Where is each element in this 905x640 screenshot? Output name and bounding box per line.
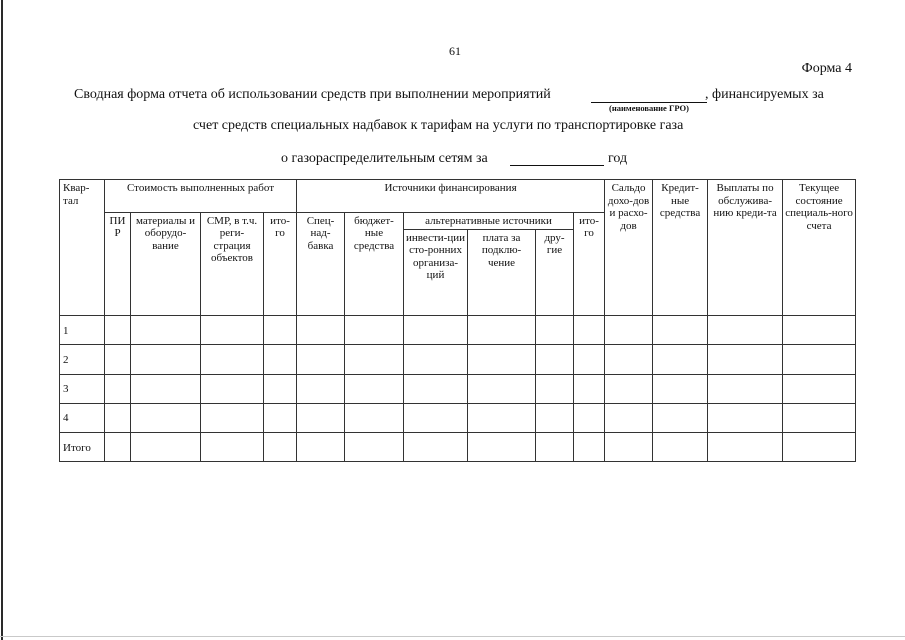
table-cell[interactable] (264, 316, 297, 345)
header-alternative-group: альтернативные источники (404, 212, 574, 229)
table-row-total (60, 432, 856, 461)
form-label: Форма 4 (801, 61, 852, 76)
gro-name-caption: (наименование ГРО) (609, 103, 689, 113)
title-line-1: Сводная форма отчета об использовании средств при выполнении мероприятий (74, 87, 551, 102)
table-cell[interactable] (297, 345, 345, 374)
table-row (60, 374, 856, 403)
header-account-state: Текущее состояние специаль-ного счета (783, 180, 856, 316)
table-cell[interactable] (574, 316, 605, 345)
table-cell[interactable] (708, 432, 783, 461)
header-materials: материалы и оборудо-вание (131, 212, 201, 316)
table-cell[interactable] (605, 432, 653, 461)
table-cell[interactable] (201, 432, 264, 461)
table-cell[interactable] (708, 374, 783, 403)
header-credit-payments: Выплаты по обслужива-нию креди-та (708, 180, 783, 316)
table-cell[interactable] (708, 345, 783, 374)
page-number: 61 (449, 44, 461, 58)
header-pir: ПИ Р (105, 212, 131, 316)
table-cell[interactable] (131, 403, 201, 432)
row-label: 2 (60, 345, 105, 374)
table-cell[interactable] (201, 403, 264, 432)
table-cell[interactable] (264, 374, 297, 403)
table-cell[interactable] (574, 403, 605, 432)
table-cell[interactable] (131, 374, 201, 403)
table-cell[interactable] (708, 403, 783, 432)
header-budget: бюджет-ные средства (345, 212, 404, 316)
table-cell[interactable] (131, 432, 201, 461)
table-cell[interactable] (105, 316, 131, 345)
header-sources-total: ито-го (574, 212, 605, 316)
table-cell[interactable] (201, 316, 264, 345)
table-cell[interactable] (131, 316, 201, 345)
table-cell[interactable] (574, 432, 605, 461)
table-cell[interactable] (468, 432, 536, 461)
table-cell[interactable] (105, 403, 131, 432)
page-left-border (1, 0, 3, 640)
table-cell[interactable] (264, 345, 297, 374)
table-cell[interactable] (404, 345, 468, 374)
table-cell[interactable] (105, 345, 131, 374)
table-cell[interactable] (536, 403, 574, 432)
table-cell[interactable] (345, 432, 404, 461)
table-cell[interactable] (105, 432, 131, 461)
year-blank[interactable] (510, 165, 604, 166)
row-label: 3 (60, 374, 105, 403)
table-cell[interactable] (536, 316, 574, 345)
row-label: Итого (60, 432, 105, 461)
title-line-2: счет средств специальных надбавок к тарифам на услуги по транспортировке газа (193, 118, 684, 133)
table-cell[interactable] (653, 432, 708, 461)
table-cell[interactable] (468, 374, 536, 403)
table-cell[interactable] (264, 432, 297, 461)
table-cell[interactable] (201, 345, 264, 374)
table-cell[interactable] (404, 316, 468, 345)
table-row (60, 403, 856, 432)
header-cost-total: ито-го (264, 212, 297, 316)
table-cell[interactable] (297, 403, 345, 432)
table-cell[interactable] (653, 403, 708, 432)
header-sources-group: Источники финансирования (297, 180, 605, 213)
header-cost-group: Стоимость выполненных работ (105, 180, 297, 213)
header-balance: Сальдо дохо-дов и расхо-дов (605, 180, 653, 316)
table-row (60, 316, 856, 345)
header-credit: Кредит-ные средства (653, 180, 708, 316)
table-cell[interactable] (468, 403, 536, 432)
table-cell[interactable] (468, 345, 536, 374)
table-cell[interactable] (264, 403, 297, 432)
table-cell[interactable] (404, 374, 468, 403)
title-line-3: о газораспределительным сетям за (281, 151, 488, 166)
table-cell[interactable] (605, 374, 653, 403)
table-cell[interactable] (105, 374, 131, 403)
table-row (60, 345, 856, 374)
page-bottom-edge (0, 636, 905, 637)
header-special-surcharge: Спец-над-бавка (297, 212, 345, 316)
title-line-3-end: год (608, 151, 628, 166)
table-cell[interactable] (783, 345, 856, 374)
table-cell[interactable] (574, 345, 605, 374)
table-cell[interactable] (653, 316, 708, 345)
table-cell[interactable] (783, 432, 856, 461)
table-cell[interactable] (708, 316, 783, 345)
title-line-1-end: , финансируемых за (705, 87, 824, 102)
table-cell[interactable] (536, 432, 574, 461)
header-investments: инвести-ции сто-ронних организа-ций (404, 229, 468, 315)
table-cell[interactable] (605, 403, 653, 432)
table-cell[interactable] (345, 316, 404, 345)
table-cell[interactable] (404, 432, 468, 461)
table-cell[interactable] (653, 345, 708, 374)
table-cell[interactable] (345, 345, 404, 374)
table-cell[interactable] (468, 316, 536, 345)
table-cell[interactable] (605, 345, 653, 374)
header-smr: СМР, в т.ч. реги-страция объектов (201, 212, 264, 316)
table-cell[interactable] (201, 374, 264, 403)
table-cell[interactable] (297, 374, 345, 403)
table-cell[interactable] (605, 316, 653, 345)
table-cell[interactable] (783, 374, 856, 403)
header-quarter: Квар-тал (60, 180, 105, 316)
table-cell[interactable] (574, 374, 605, 403)
header-other: дру-гие (536, 229, 574, 315)
table-cell[interactable] (783, 403, 856, 432)
row-label: 4 (60, 403, 105, 432)
table-cell[interactable] (297, 432, 345, 461)
table-cell[interactable] (783, 316, 856, 345)
table-cell[interactable] (345, 374, 404, 403)
table-cell[interactable] (536, 345, 574, 374)
table-cell[interactable] (131, 345, 201, 374)
report-table (59, 179, 856, 462)
row-label: 1 (60, 316, 105, 345)
table-cell[interactable] (653, 374, 708, 403)
table-cell[interactable] (536, 374, 574, 403)
table-cell[interactable] (345, 403, 404, 432)
header-connection-fee: плата за подклю-чение (468, 229, 536, 315)
table-cell[interactable] (404, 403, 468, 432)
table-cell[interactable] (297, 316, 345, 345)
